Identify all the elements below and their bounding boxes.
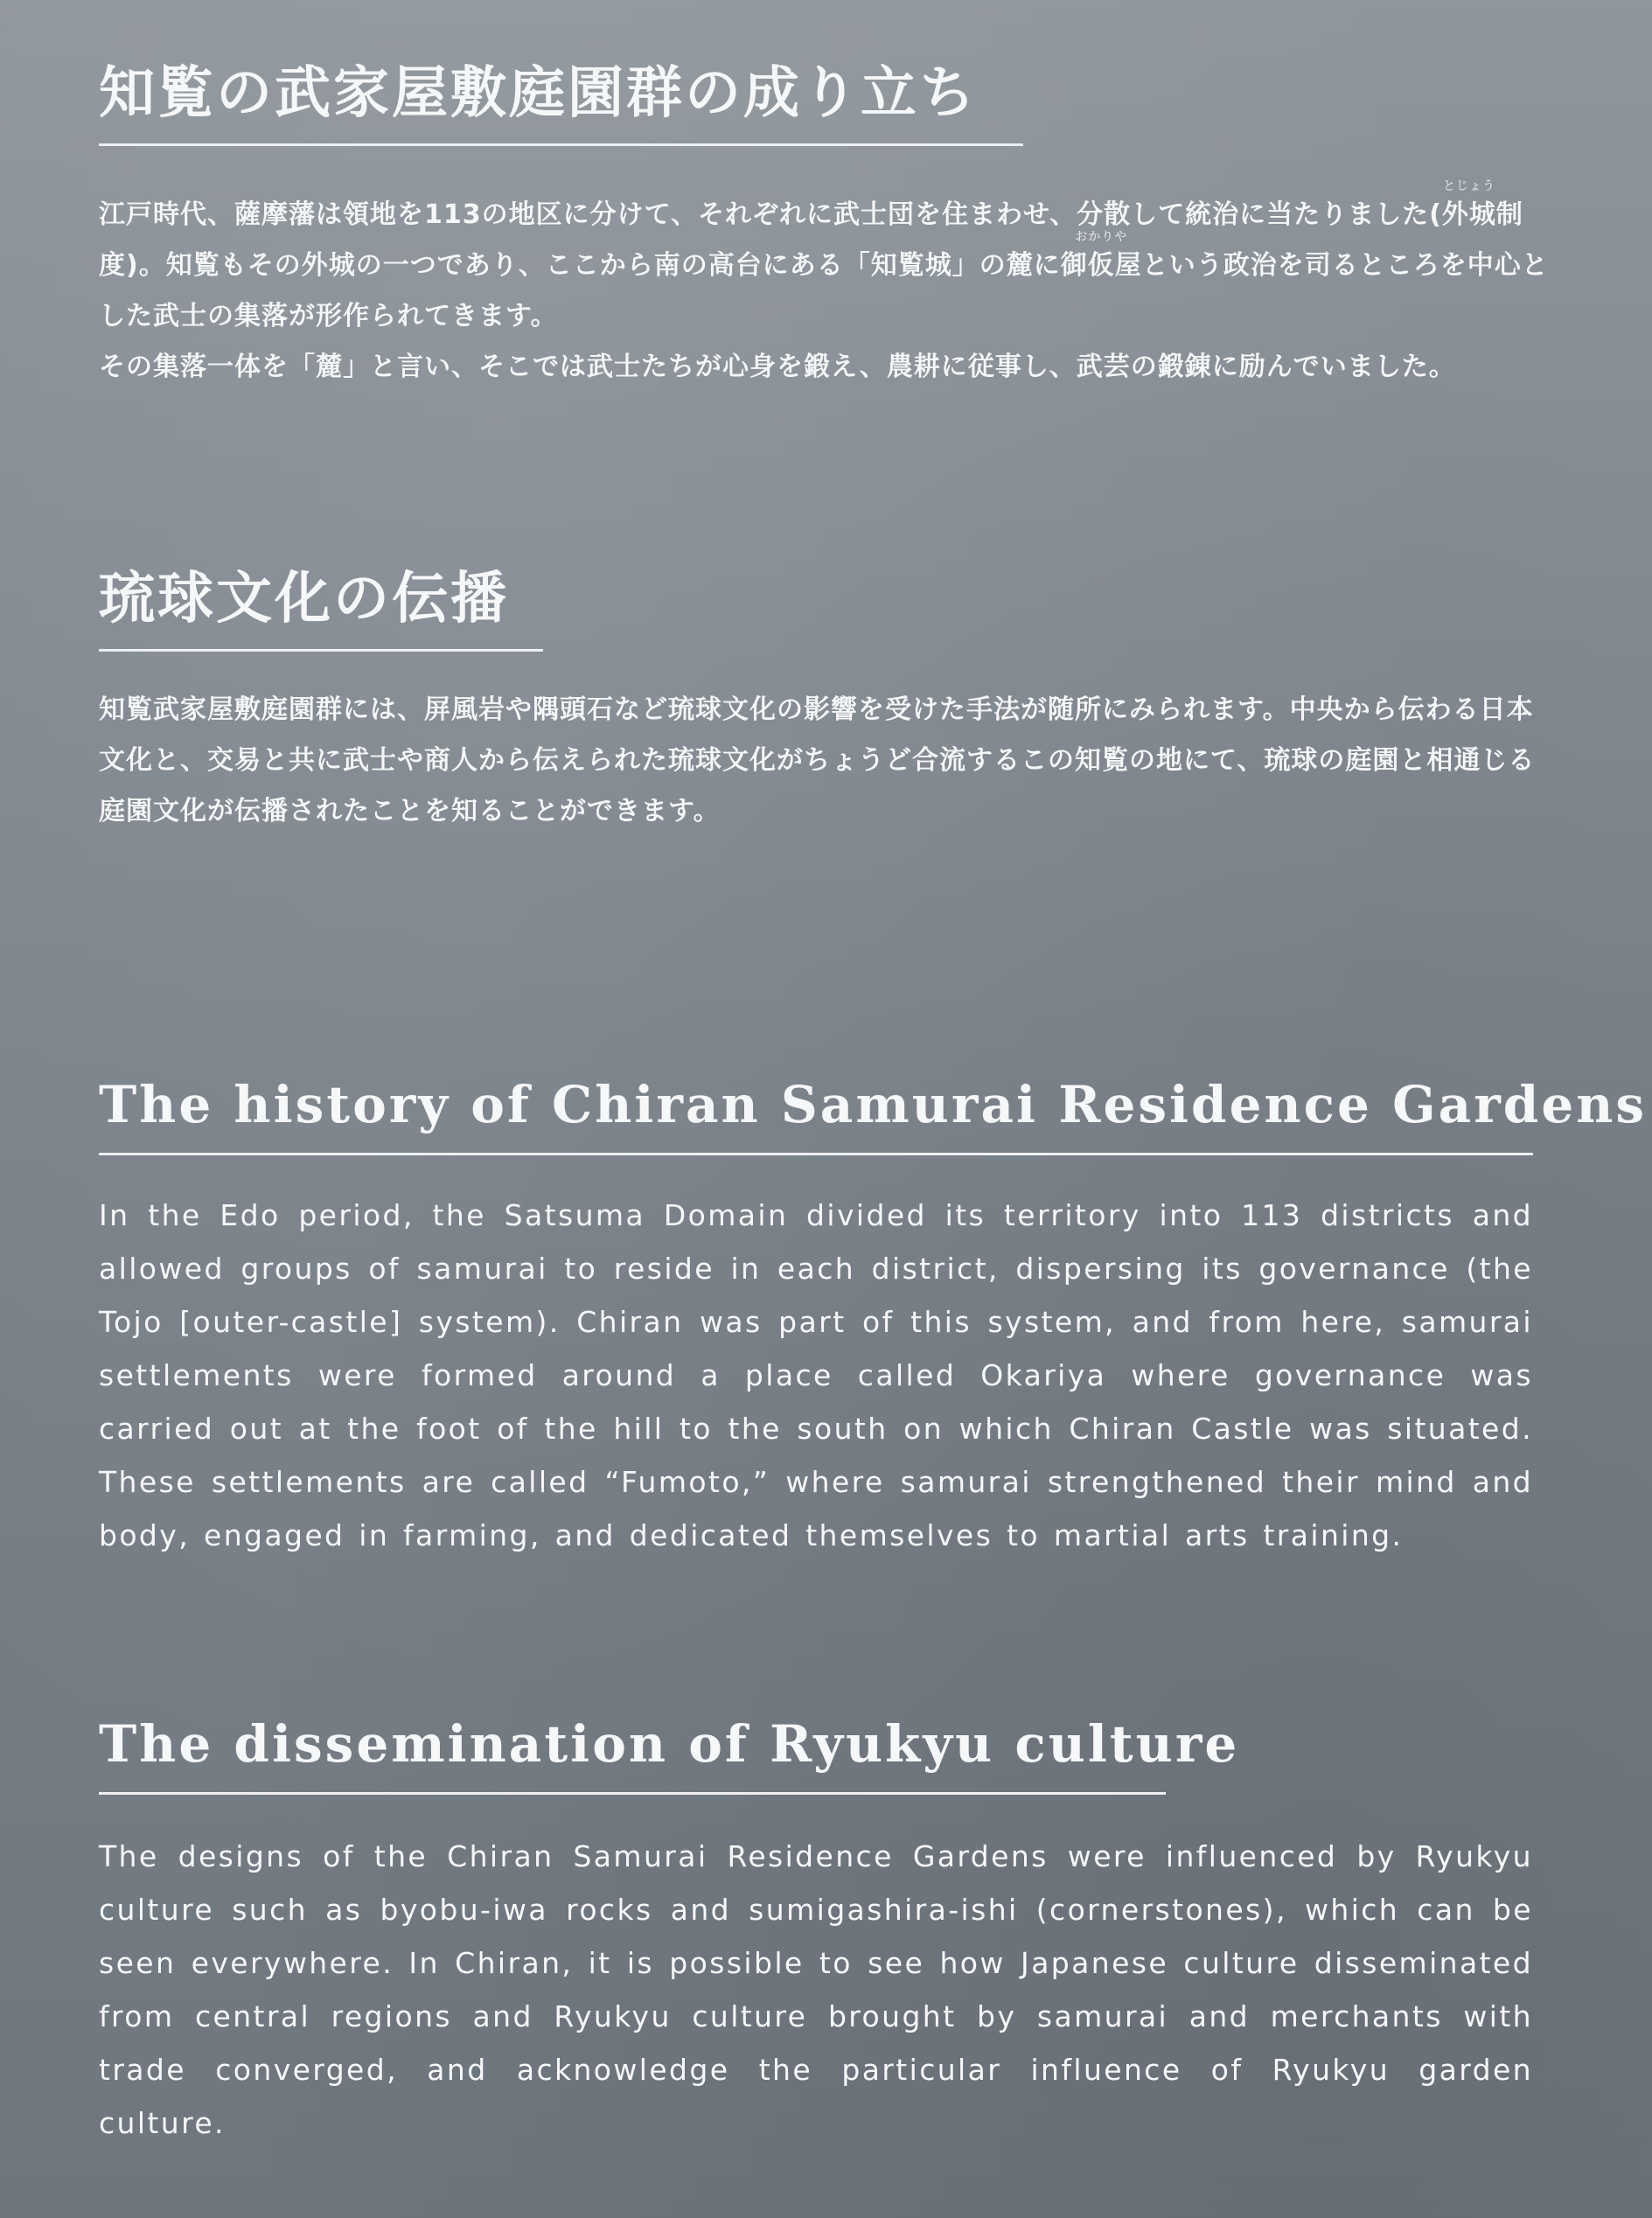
jp-history-body bbox=[99, 179, 1551, 393]
en-history-body: In the Edo period, the Satsuma Domain divided its territory into 113 districts and allowed groups of samurai to reside in each district, dispersing its governance (the Tojo [outer-castle] system). Chiran was part of this system, and from here, samurai settlements were formed around a place called Okariya where governance was carried out at the foot of the hill to the south on which Chiran Castle was situated. These settlements are called “Fumoto,” where samurai strengthened their mind and body, engaged in farming, and dedicated themselves to martial arts training. bbox=[99, 1197, 1533, 1552]
jp-history-title: 知覧の武家屋敷庭園群の成り立ち bbox=[99, 60, 978, 126]
en-history-title: The history of Chiran Samurai Residence Gardens bbox=[99, 1075, 1648, 1134]
jp-history-paragraph-2: その集落一体を「麓」と言い、そこでは武士たちが心身を鍛え、農耕に従事し、武芸の鍛錬に励んでいました。 bbox=[99, 352, 1456, 383]
jp-ryukyu-title: 琉球文化の伝播 bbox=[99, 566, 509, 631]
ruby-okariya: おかりや 御仮屋 bbox=[1060, 230, 1142, 282]
jp-ryukyu-section bbox=[99, 566, 1536, 837]
en-ryukyu-title: The dissemination of Ryukyu culture bbox=[99, 1714, 1240, 1774]
jp-ryukyu-title-underline bbox=[99, 649, 543, 652]
jp-history-title-underline bbox=[99, 143, 1023, 146]
en-history-section bbox=[99, 1075, 1648, 1562]
ruby-gaijo: とじょう 外城 bbox=[1441, 179, 1496, 231]
jp-history-paragraph-1: 江戸時代、薩摩藩は領地を113の地区に分けて、それぞれに武士団を住まわせ、分散して統治に当たりました( とじょう 外城制度)。知覧もその外城の一つであり、ここから南の高台にある「知覧城」の麓に おかりや 御仮屋という政治を司るところを中心とした武士の集落が形作られてきます。 bbox=[99, 179, 1549, 332]
en-ryukyu-body: The designs of the Chiran Samurai Residence Gardens were influenced by Ryukyu culture such as byobu-iwa rocks and sumigashira-ishi (cornerstones), which can be seen everywhere. In Chiran, it is possible to see how Japanese culture disseminated from central regions and Ryukyu culture brought by samurai and merchants with trade converged, and acknowledge the particular influence of Ryukyu garden culture. bbox=[99, 1838, 1533, 2140]
en-ryukyu-title-underline bbox=[99, 1792, 1166, 1795]
jp-history-section bbox=[99, 60, 1549, 393]
jp-ryukyu-body: 知覧武家屋敷庭園群には、屏風岩や隅頭石など琉球文化の影響を受けた手法が随所にみられます。中央から伝わる日本文化と、交易と共に武士や商人から伝えられた琉球文化がちょうど合流するこの知覧の地にて、琉球の庭園と相通じる庭園文化が伝播されたことを知ることができます。 bbox=[99, 694, 1536, 827]
en-ryukyu-section bbox=[99, 1714, 1533, 2150]
en-history-title-underline bbox=[99, 1153, 1533, 1155]
